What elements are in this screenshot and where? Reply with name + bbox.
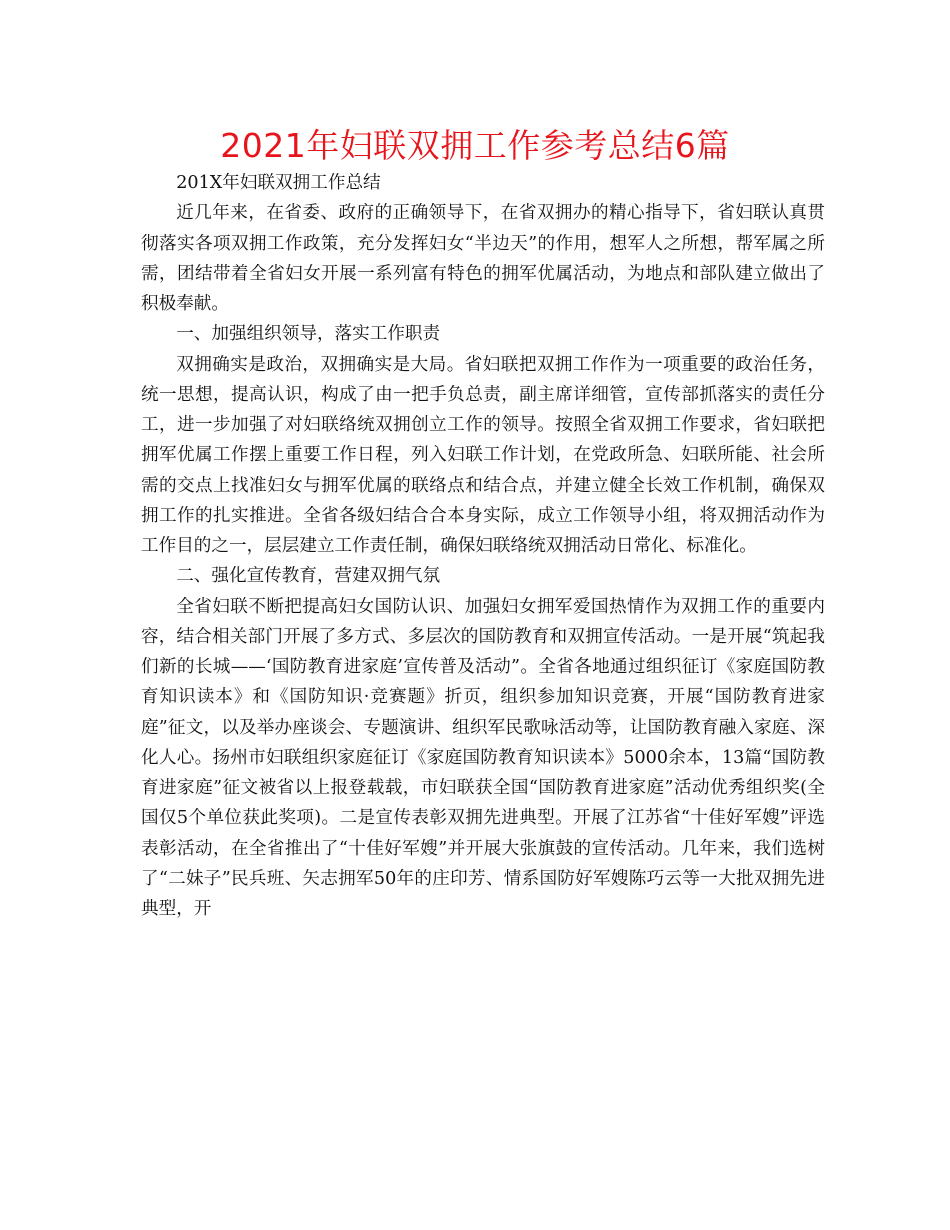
- paragraph: 近几年来，在省委、政府的正确领导下，在省双拥办的精心指导下，省妇联认真贯彻落实各项双拥工作政策，充分发挥妇女“半边天”的作用，想军人之所想，帮军属之所需，团结带着全省妇女开展一系列富有特色的拥军优属活动，为地点和部队建立做出了积极奉献。: [141, 203, 825, 314]
- section-heading: 二、强化宣传教育，营建双拥气氛: [176, 566, 441, 587]
- document-body: [141, 168, 825, 924]
- paragraph: 双拥确实是政治，双拥确实是大局。省妇联把双拥工作作为一项重要的政治任务，统一思想，提高认识，构成了由一把手负总责，副主席详细管，宣传部抓落实的责任分工，进一步加强了对妇联络统双拥创立工作的领导。按照全省双拥工作要求，省妇联把拥军优属工作摆上重要工作日程，列入妇联工作计划，在党政所急、妇联所能、社会所需的交点上找准妇女与拥军优属的联络点和结合点，并建立健全长效工作机制，确保双拥工作的扎实推进。全省各级妇结合合本身实际，成立工作领导小组，将双拥活动作为工作目的之一，层层建立工作责任制，确保妇联络统双拥活动日常化、标准化。: [141, 354, 825, 556]
- paragraph-subtitle: 201X年妇联双拥工作总结: [176, 173, 381, 193]
- document-title: 2021年妇联双拥工作参考总结6篇: [220, 126, 730, 165]
- paragraph: 全省妇联不断把提高妇女国防认识、加强妇女拥军爱国热情作为双拥工作的重要内容，结合相关部门开展了多方式、多层次的国防教育和双拥宣传活动。一是开展“筑起我们新的长城——‘国防教育进家庭’宣传普及活动”。全省各地通过组织征订《家庭国防教育知识读本》和《国防知识·竞赛题》折页，组织参加知识竞赛，开展“国防教育进家庭”征文，以及举办座谈会、专题演讲、组织军民歌咏活动等，让国防教育融入家庭、深化人心。扬州市妇联组织家庭征订《家庭国防教育知识读本》5000余本，13篇“国防教育进家庭”征文被省以上报登载载，市妇联获全国“国防教育进家庭”活动优秀组织奖(全国仅5个单位获此奖项)。二是宣传表彰双拥先进典型。开展了江苏省“十佳好军嫂”评选表彰活动，在全省推出了“十佳好军嫂”并开展大张旗鼓的宣传活动。几年来，我们选树了“二妹子”民兵班、矢志拥军50年的庄印芳、情系国防好军嫂陈巧云等一大批双拥先进典型，开: [141, 596, 825, 919]
- section-heading: 一、加强组织领导，落实工作职责: [176, 324, 441, 345]
